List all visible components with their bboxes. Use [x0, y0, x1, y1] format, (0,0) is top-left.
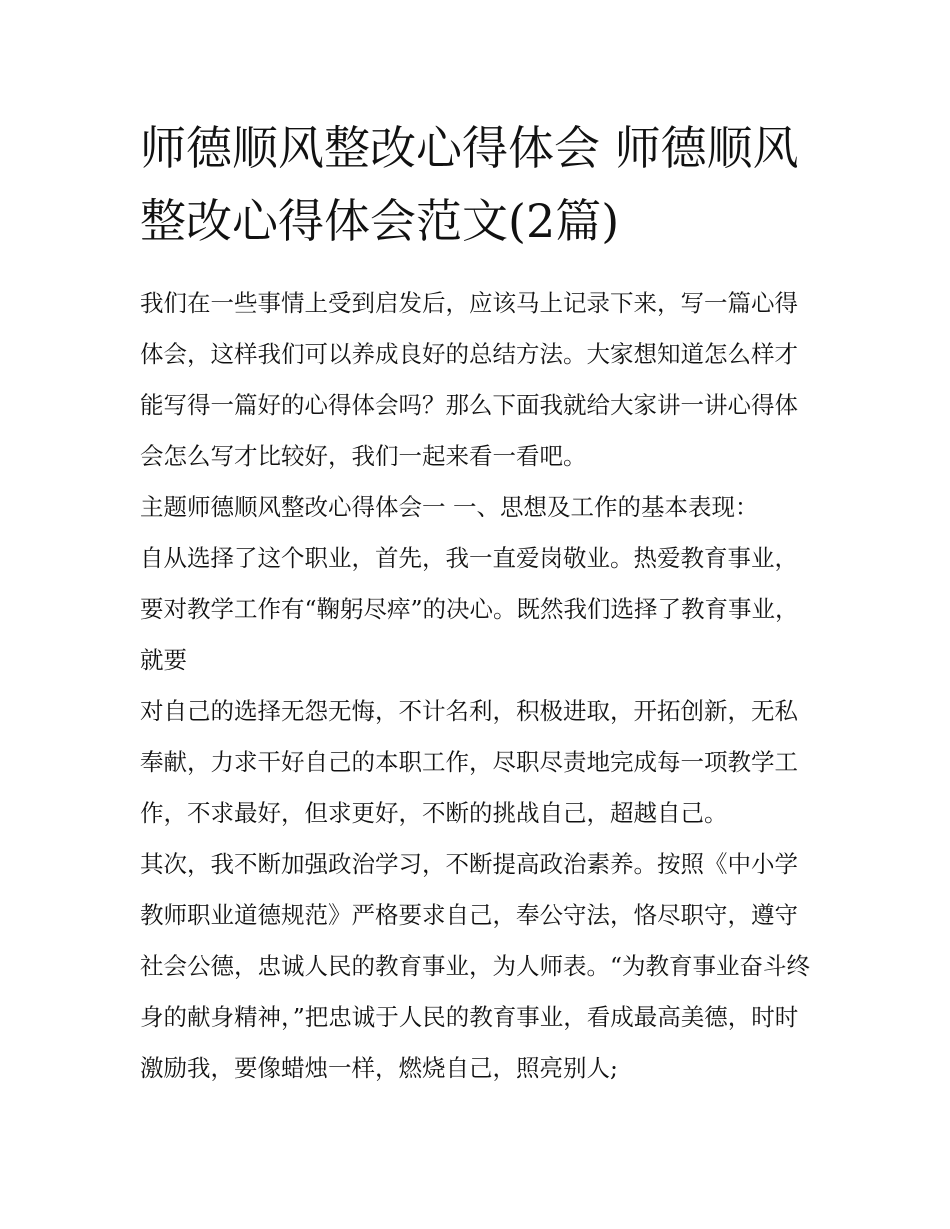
paragraph-political-study: 其次，我不断加强政治学习，不断提高政治素养。按照《中小学教师职业道德规范》严格要求自己，奉公守法，恪尽职守，遵守社会公德，忠诚人民的教育事业，为人师表。“为教育事业奋斗终身的献身精神，”把忠诚于人民的教育事业，看成最高美德，时时激励我，要像蜡烛一样，燃烧自己，照亮别人; — [140, 850, 811, 1082]
paragraph-career-choice: 自从选择了这个职业，首先，我一直爱岗敬业。热爱教育事业，要对教学工作有“鞠躬尽瘁”的决心。既然我们选择了教育事业，就要 — [140, 544, 799, 674]
document-title: 师德顺风整改心得体会 师德顺风整改心得体会范文(2篇) — [140, 121, 799, 248]
paragraph-dedication: 对自己的选择无怨无悔，不计名利，积极进取，开拓创新，无私奉献，力求干好自己的本职工作，尽职尽责地完成每一项教学工作，不求最好，但求更好，不断的挑战自己，超越自己。 — [140, 697, 798, 827]
paragraph-section-heading: 主题师德顺风整改心得体会一 一、思想及工作的基本表现： — [140, 493, 759, 521]
paragraph-intro: 我们在一些事情上受到启发后，应该马上记录下来，写一篇心得体会，这样我们可以养成良好的总结方法。大家想知道怎么样才能写得一篇好的心得体会吗？那么下面我就给大家讲一讲心得体会怎么写才比较好，我们一起来看一看吧。 — [140, 289, 798, 470]
document-body — [140, 278, 820, 1094]
